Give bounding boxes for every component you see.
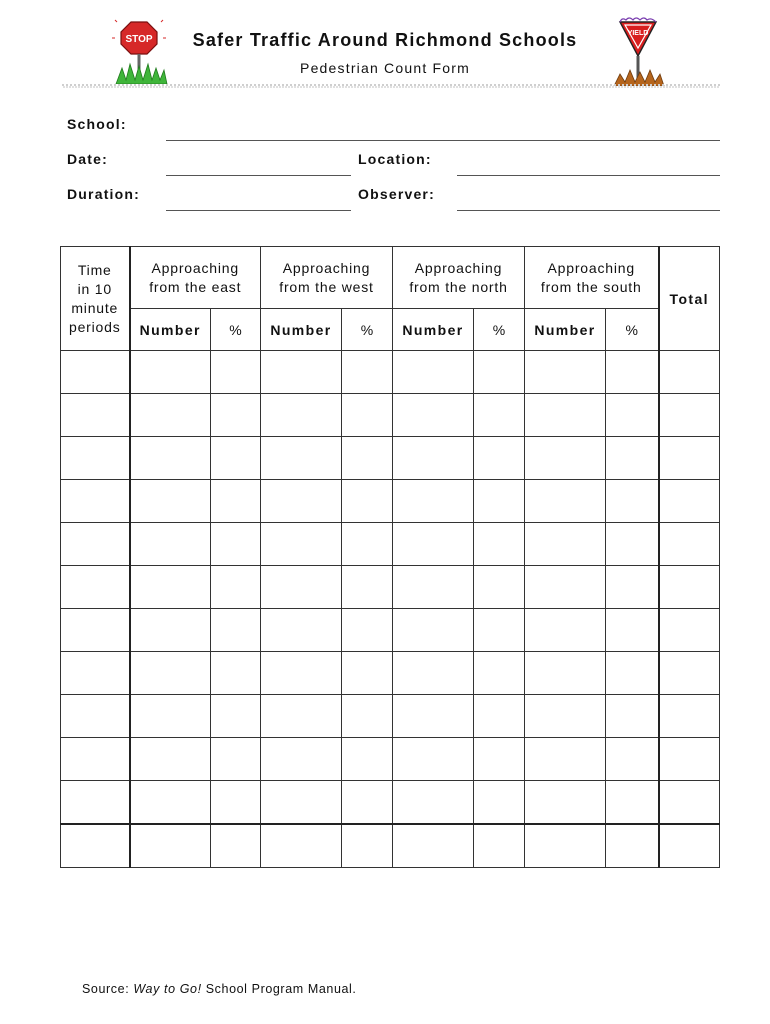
percent-cell[interactable] xyxy=(342,695,393,738)
east-number-header: Number xyxy=(130,309,211,351)
number-cell[interactable] xyxy=(525,351,606,394)
number-cell[interactable] xyxy=(393,824,474,868)
table-row xyxy=(61,351,720,394)
total-cell[interactable] xyxy=(659,437,720,480)
number-cell[interactable] xyxy=(393,609,474,652)
time-periods-header xyxy=(61,247,130,351)
number-cell[interactable] xyxy=(130,738,211,781)
percent-cell[interactable] xyxy=(211,781,261,825)
time-header-line: Time xyxy=(77,261,112,278)
percent-cell[interactable] xyxy=(474,351,525,394)
time-header-line: periods xyxy=(68,318,121,335)
table-row xyxy=(61,480,720,523)
table-row xyxy=(61,609,720,652)
percent-cell[interactable] xyxy=(211,523,261,566)
percent-cell[interactable] xyxy=(342,566,393,609)
date-label: Date: xyxy=(67,151,109,167)
number-cell[interactable] xyxy=(393,437,474,480)
number-cell[interactable] xyxy=(130,824,211,868)
duration-field[interactable] xyxy=(166,210,351,211)
total-cell[interactable] xyxy=(659,738,720,781)
percent-cell[interactable] xyxy=(342,437,393,480)
percent-cell[interactable] xyxy=(474,652,525,695)
percent-cell[interactable] xyxy=(211,738,261,781)
south-percent-header: % xyxy=(606,309,659,351)
number-cell[interactable] xyxy=(393,738,474,781)
percent-cell[interactable] xyxy=(606,351,659,394)
location-label: Location: xyxy=(358,151,432,167)
number-cell[interactable] xyxy=(525,738,606,781)
number-cell[interactable] xyxy=(261,566,342,609)
time-period-cell[interactable] xyxy=(61,480,130,523)
percent-cell[interactable] xyxy=(474,781,525,825)
yield-sign-logo xyxy=(610,16,666,91)
number-cell[interactable] xyxy=(130,566,211,609)
total-cell[interactable] xyxy=(659,781,720,825)
number-cell[interactable] xyxy=(261,523,342,566)
percent-cell[interactable] xyxy=(474,394,525,437)
time-period-cell[interactable] xyxy=(61,394,130,437)
time-period-cell[interactable] xyxy=(61,523,130,566)
percent-cell[interactable] xyxy=(211,480,261,523)
time-period-cell[interactable] xyxy=(61,437,130,480)
total-cell[interactable] xyxy=(659,652,720,695)
percent-cell[interactable] xyxy=(474,609,525,652)
table-row xyxy=(61,566,720,609)
percent-cell[interactable] xyxy=(606,695,659,738)
west-number-header: Number xyxy=(261,309,342,351)
east-group-header: Approaching from the east xyxy=(130,247,261,309)
number-cell[interactable] xyxy=(130,480,211,523)
time-period-cell[interactable] xyxy=(61,351,130,394)
number-cell[interactable] xyxy=(261,394,342,437)
percent-cell[interactable] xyxy=(606,781,659,825)
percent-cell[interactable] xyxy=(606,824,659,868)
south-number-header: Number xyxy=(525,309,606,351)
percent-cell[interactable] xyxy=(211,394,261,437)
number-cell[interactable] xyxy=(261,781,342,825)
table-row xyxy=(61,437,720,480)
table-row xyxy=(61,738,720,781)
number-cell[interactable] xyxy=(393,695,474,738)
time-period-cell[interactable] xyxy=(61,566,130,609)
number-cell[interactable] xyxy=(130,609,211,652)
percent-cell[interactable] xyxy=(606,738,659,781)
source-suffix: School Program Manual. xyxy=(205,982,357,996)
percent-cell[interactable] xyxy=(606,566,659,609)
percent-cell[interactable] xyxy=(342,351,393,394)
percent-cell[interactable] xyxy=(606,394,659,437)
number-cell[interactable] xyxy=(393,566,474,609)
number-cell[interactable] xyxy=(130,523,211,566)
percent-cell[interactable] xyxy=(606,480,659,523)
total-cell[interactable] xyxy=(659,609,720,652)
time-period-cell[interactable] xyxy=(61,824,130,868)
north-percent-header: % xyxy=(474,309,525,351)
number-cell[interactable] xyxy=(261,351,342,394)
west-group-header: Approaching from the west xyxy=(261,247,393,309)
number-cell[interactable] xyxy=(525,437,606,480)
percent-cell[interactable] xyxy=(342,523,393,566)
number-cell[interactable] xyxy=(393,781,474,825)
percent-cell[interactable] xyxy=(342,394,393,437)
north-number-header: Number xyxy=(393,309,474,351)
percent-cell[interactable] xyxy=(474,566,525,609)
percent-cell[interactable] xyxy=(342,781,393,825)
percent-cell[interactable] xyxy=(211,824,261,868)
number-cell[interactable] xyxy=(130,394,211,437)
percent-cell[interactable] xyxy=(342,480,393,523)
percent-cell[interactable] xyxy=(474,437,525,480)
percent-cell[interactable] xyxy=(606,652,659,695)
percent-cell[interactable] xyxy=(342,609,393,652)
number-cell[interactable] xyxy=(261,609,342,652)
number-cell[interactable] xyxy=(525,480,606,523)
date-field[interactable] xyxy=(166,175,351,176)
source-note xyxy=(82,982,357,996)
percent-cell[interactable] xyxy=(606,609,659,652)
number-cell[interactable] xyxy=(525,652,606,695)
percent-cell[interactable] xyxy=(342,824,393,868)
time-header-line: in 10 xyxy=(77,280,112,297)
source-title: Way to Go! xyxy=(133,982,202,996)
east-percent-header: % xyxy=(211,309,261,351)
total-header: Total xyxy=(659,247,720,351)
number-cell[interactable] xyxy=(130,351,211,394)
percent-cell[interactable] xyxy=(474,695,525,738)
number-cell[interactable] xyxy=(525,394,606,437)
number-cell[interactable] xyxy=(130,695,211,738)
decorative-divider xyxy=(62,84,720,88)
table-row xyxy=(61,523,720,566)
total-cell[interactable] xyxy=(659,480,720,523)
yield-sign-text: YIELD xyxy=(627,30,649,37)
time-period-cell[interactable] xyxy=(61,609,130,652)
percent-cell[interactable] xyxy=(474,824,525,868)
percent-cell[interactable] xyxy=(474,738,525,781)
page-subtitle: Pedestrian Count Form xyxy=(300,60,470,76)
total-cell[interactable] xyxy=(659,824,720,868)
number-cell[interactable] xyxy=(130,652,211,695)
total-cell[interactable] xyxy=(659,566,720,609)
percent-cell[interactable] xyxy=(211,351,261,394)
table-row xyxy=(61,652,720,695)
total-cell[interactable] xyxy=(659,394,720,437)
number-cell[interactable] xyxy=(525,824,606,868)
number-cell[interactable] xyxy=(525,781,606,825)
number-cell[interactable] xyxy=(525,566,606,609)
number-cell[interactable] xyxy=(130,437,211,480)
table-row xyxy=(61,695,720,738)
time-header-line: minute xyxy=(71,299,119,316)
page-title: Safer Traffic Around Richmond Schools xyxy=(192,30,578,50)
stop-sign-text: STOP xyxy=(125,34,153,45)
observer-field[interactable] xyxy=(457,210,720,211)
number-cell[interactable] xyxy=(393,480,474,523)
percent-cell[interactable] xyxy=(606,437,659,480)
number-cell[interactable] xyxy=(261,437,342,480)
number-cell[interactable] xyxy=(393,394,474,437)
number-cell[interactable] xyxy=(261,480,342,523)
school-field[interactable] xyxy=(166,140,720,141)
number-cell[interactable] xyxy=(525,609,606,652)
number-cell[interactable] xyxy=(261,738,342,781)
number-cell[interactable] xyxy=(261,652,342,695)
table-row xyxy=(61,781,720,825)
time-period-cell[interactable] xyxy=(61,738,130,781)
percent-cell[interactable] xyxy=(211,652,261,695)
school-label: School: xyxy=(67,116,127,132)
time-period-cell[interactable] xyxy=(61,781,130,825)
percent-cell[interactable] xyxy=(342,738,393,781)
count-rows xyxy=(61,351,720,868)
percent-cell[interactable] xyxy=(474,480,525,523)
south-group-header: Approaching from the south xyxy=(525,247,659,309)
table-row xyxy=(61,394,720,437)
percent-cell[interactable] xyxy=(474,523,525,566)
west-percent-header: % xyxy=(342,309,393,351)
total-cell[interactable] xyxy=(659,351,720,394)
percent-cell[interactable] xyxy=(342,652,393,695)
duration-label: Duration: xyxy=(67,186,141,202)
number-cell[interactable] xyxy=(393,351,474,394)
percent-cell[interactable] xyxy=(211,437,261,480)
number-cell[interactable] xyxy=(393,523,474,566)
percent-cell[interactable] xyxy=(211,695,261,738)
number-cell[interactable] xyxy=(130,781,211,825)
observer-label: Observer: xyxy=(358,186,435,202)
number-cell[interactable] xyxy=(261,824,342,868)
time-period-cell[interactable] xyxy=(61,652,130,695)
north-group-header: Approaching from the north xyxy=(393,247,525,309)
total-cell[interactable] xyxy=(659,523,720,566)
percent-cell[interactable] xyxy=(606,523,659,566)
location-field[interactable] xyxy=(457,175,720,176)
time-period-cell[interactable] xyxy=(61,695,130,738)
number-cell[interactable] xyxy=(525,695,606,738)
source-prefix: Source: xyxy=(82,982,130,996)
percent-cell[interactable] xyxy=(211,609,261,652)
percent-cell[interactable] xyxy=(211,566,261,609)
pedestrian-count-table xyxy=(60,246,720,868)
total-cell[interactable] xyxy=(659,695,720,738)
stop-sign-logo xyxy=(112,18,172,89)
table-row xyxy=(61,824,720,868)
number-cell[interactable] xyxy=(261,695,342,738)
number-cell[interactable] xyxy=(525,523,606,566)
number-cell[interactable] xyxy=(393,652,474,695)
